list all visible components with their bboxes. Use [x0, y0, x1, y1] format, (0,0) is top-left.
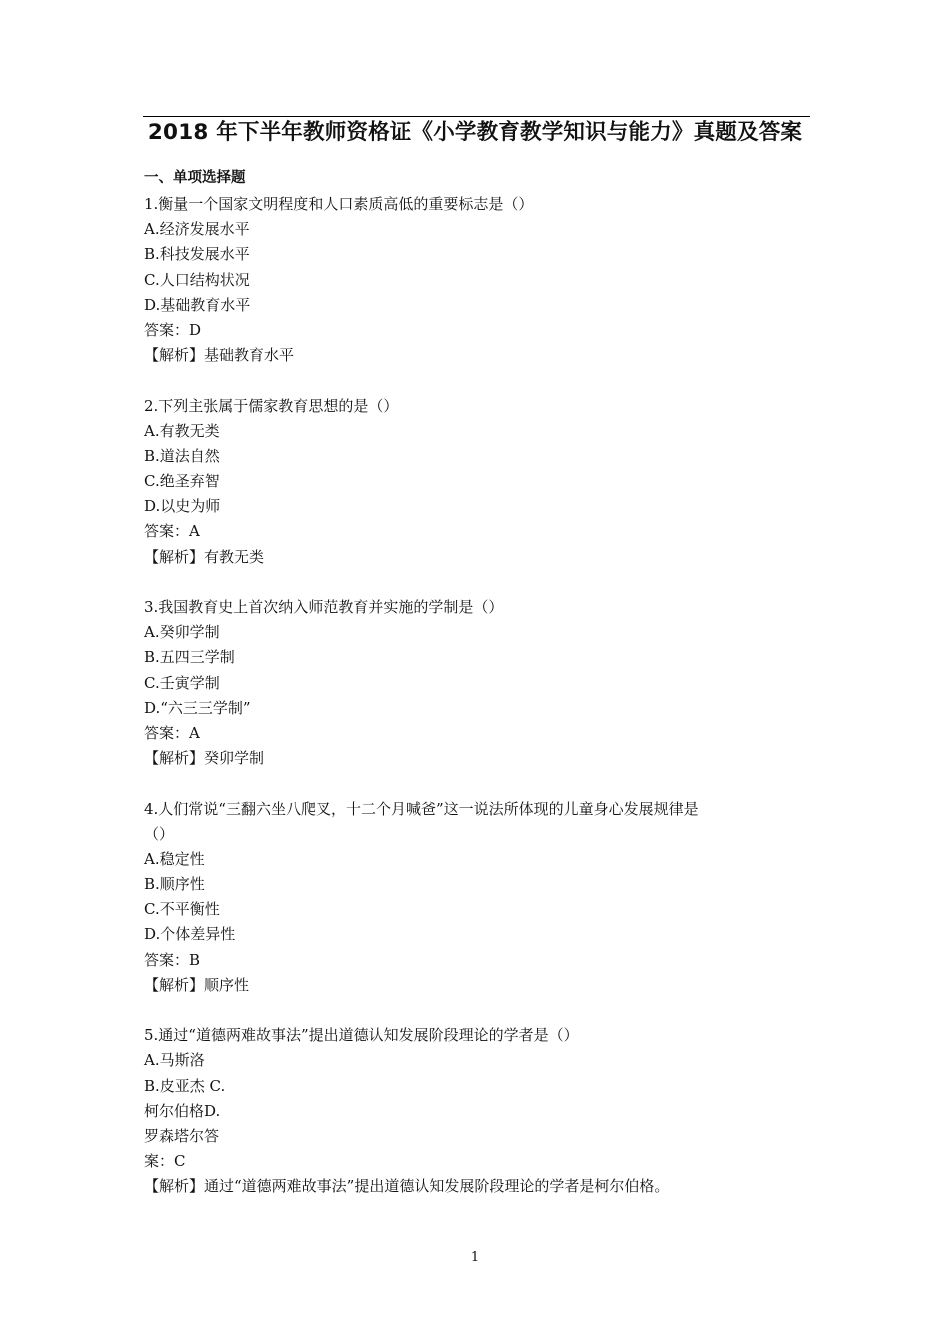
question-stem: 3.我国教育史上首次纳入师范教育并实施的学制是（） [144, 598, 504, 616]
answer: 案：C [144, 1152, 186, 1171]
analysis: 【解析】基础教育水平 [144, 346, 295, 365]
analysis: 【解析】通过“道德两难故事法”提出道德认知发展阶段理论的学者是柯尔伯格。 [144, 1177, 670, 1196]
question-block [144, 394, 824, 570]
option-c: C.人口结构状况 [144, 270, 250, 289]
option-d: D.基础教育水平 [144, 295, 251, 314]
option-b: B.顺序性 [144, 875, 205, 894]
question-list [144, 192, 824, 1200]
question-block [144, 797, 824, 999]
analysis: 【解析】顺序性 [144, 975, 250, 994]
answer: 答案：A [144, 522, 200, 541]
option-c: C.不平衡性 [144, 900, 220, 919]
question-block [144, 192, 824, 368]
option-a: A.癸卯学制 [144, 623, 220, 642]
question-stem: 5.通过“道德两难故事法”提出道德认知发展阶段理论的学者是（） [144, 1026, 579, 1045]
option-line: A.马斯洛 [144, 1051, 205, 1070]
option-a: A.稳定性 [144, 849, 205, 868]
answer: 答案：A [144, 723, 200, 742]
section-heading: 一、单项选择题 [144, 170, 246, 186]
option-b: B.五四三学制 [144, 648, 235, 667]
option-c: C.壬寅学制 [144, 673, 220, 692]
question-stem-continuation: （） [144, 824, 175, 843]
header-rule [143, 116, 810, 117]
option-b: B.道法自然 [144, 446, 220, 465]
option-b: B.科技发展水平 [144, 245, 250, 264]
option-a: A.有教无类 [144, 421, 220, 440]
page-number: 1 [470, 1250, 480, 1265]
option-d: D.以史为师 [144, 497, 221, 516]
question-block [144, 1023, 824, 1199]
option-d: D.个体差异性 [144, 925, 236, 944]
option-c: C.绝圣弃智 [144, 472, 220, 491]
question-stem: 1.衡量一个国家文明程度和人口素质高低的重要标志是（） [144, 195, 534, 213]
document-title: 2018 年下半年教师资格证《小学教育教学知识与能力》真题及答案 [147, 120, 803, 145]
analysis: 【解析】有教无类 [144, 547, 265, 566]
answer: 答案：D [144, 320, 202, 339]
option-line: 罗森塔尔答 [144, 1126, 220, 1145]
question-stem: 4.人们常说“三翻六坐八爬叉，十二个月喊爸”这一说法所体现的儿童身心发展规律是 [144, 799, 699, 818]
question-block [144, 595, 824, 771]
question-stem: 2.下列主张属于儒家教育思想的是（） [144, 396, 399, 415]
option-a: A.经济发展水平 [144, 220, 250, 239]
analysis: 【解析】癸卯学制 [144, 749, 265, 768]
option-d: D.“六三三学制” [144, 698, 251, 717]
answer: 答案：B [144, 950, 201, 969]
option-line: 柯尔伯格D. [144, 1101, 221, 1120]
option-line: B.皮亚杰 C. [144, 1076, 226, 1095]
